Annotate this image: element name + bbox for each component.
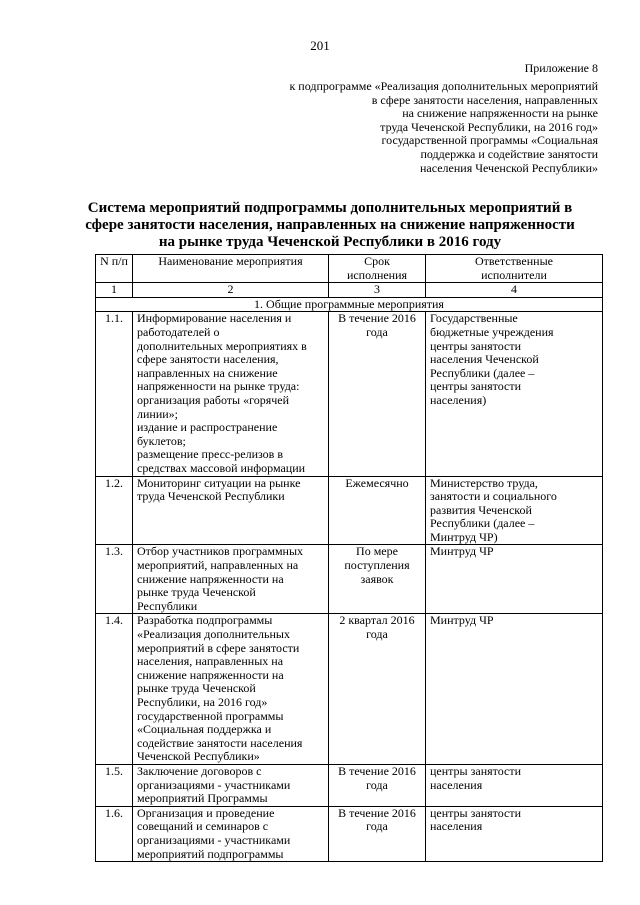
measure-responsible-line: населения [430, 777, 483, 792]
measure-name-line: Отбор участников программных [137, 544, 304, 559]
measure-responsible-line: центры занятости [430, 338, 522, 353]
measure-term-line: года [366, 627, 388, 642]
measure-responsible-line: Министерство труда, [430, 475, 538, 490]
measure-term-line: года [366, 324, 388, 339]
measure-term-line: года [366, 819, 388, 834]
measure-name-line: Разработка подпрограммы [137, 613, 273, 628]
measure-name-line: содействие занятости населения [137, 735, 303, 750]
column-number: 1 [96, 283, 133, 298]
measure-term-line: В течение 2016 [338, 763, 416, 778]
column-number: 4 [426, 283, 603, 298]
measure-term [329, 545, 426, 614]
title-line: Система мероприятий подпрограммы дополнительных мероприятий в [87, 200, 573, 216]
appendix-reference-line: к подпрограмме «Реализация дополнительных мероприятий [289, 79, 598, 93]
header-responsible-line: Ответственные [475, 254, 553, 268]
measure-name-line: мероприятий Программы [137, 791, 268, 806]
measure-responsible-line: бюджетные учреждения [430, 324, 554, 339]
appendix-reference-line: поддержка и содействие занятости [420, 146, 598, 161]
header-name: Наименование мероприятия [133, 255, 329, 283]
row-number: 1.3. [96, 545, 133, 614]
measure-name-line: Мониторинг ситуации на рынке [137, 475, 301, 490]
appendix-reference-line: в сфере занятости населения, направленных [371, 92, 598, 107]
measure-name-line: размещение пресс-релизов в [137, 447, 283, 462]
measure-name-line: Республики [137, 598, 198, 613]
table-row [96, 806, 603, 861]
measure-responsible-line: населения Чеченской [430, 352, 539, 367]
measure-name-line: рынке труда Чеченской [137, 585, 256, 600]
measure-name-line: напряженности на рынке труда: [137, 379, 300, 394]
measure-term-line: 2 квартал 2016 [339, 613, 415, 628]
measure-term [329, 764, 426, 806]
row-number: 1.2. [96, 476, 133, 545]
measure-responsible-line: Минтруд ЧР [430, 613, 494, 628]
column-numbers-row [96, 283, 603, 298]
measure-term [329, 806, 426, 861]
measure-name [133, 476, 329, 545]
measure-responsible-line: Республики (далее – [430, 516, 535, 531]
measure-name-line: средствах массовой информации [137, 460, 306, 475]
section-title: 1. Общие программные мероприятия [96, 297, 603, 312]
measure-name-line: организация работы «горячей [137, 392, 290, 407]
column-number: 3 [329, 283, 426, 298]
table-row [96, 476, 603, 545]
measure-name-line: мероприятий в сфере занятости [137, 640, 300, 655]
measure-name-line: населения, направленных на [137, 654, 284, 669]
header-responsible-line: исполнители [481, 267, 547, 282]
measure-name-line: снижение напряженности на [137, 667, 284, 682]
row-number: 1.1. [96, 312, 133, 476]
measure-name-line: работодателей о [137, 324, 220, 339]
row-number: 1.6. [96, 806, 133, 861]
measure-responsible-line: центры занятости [430, 379, 522, 394]
header-responsible [426, 255, 603, 283]
measure-term-line: года [366, 777, 388, 792]
measure-responsible-line: занятости и социального [430, 489, 557, 504]
page-number: 201 [310, 38, 330, 53]
table-body [96, 312, 603, 862]
measure-name [133, 614, 329, 765]
row-number: 1.5. [96, 764, 133, 806]
measure-name [133, 312, 329, 476]
measure-term [329, 312, 426, 476]
measure-responsible-line: центры занятости [430, 763, 522, 778]
measure-term-line: поступления [344, 558, 410, 573]
measure-name-line: государственной программы [137, 708, 284, 723]
table-row [96, 764, 603, 806]
measure-name-line: дополнительных мероприятиях в [137, 338, 307, 353]
measure-responsible [426, 806, 603, 861]
table-row [96, 614, 603, 765]
header-term-line: Срок [364, 254, 390, 268]
measure-term-line: В течение 2016 [338, 805, 416, 820]
section-row [96, 297, 603, 312]
measure-name-line: Организация и проведение [137, 805, 275, 820]
measure-name [133, 764, 329, 806]
measure-name-line: рынке труда Чеченской [137, 681, 256, 696]
title-line: на рынке труда Чеченской Республики в 2016 году [158, 234, 502, 250]
measures-table [95, 254, 603, 862]
measure-responsible-line: центры занятости [430, 805, 522, 820]
measure-responsible-line: Республики (далее – [430, 365, 535, 380]
measure-responsible [426, 312, 603, 476]
measure-name-line: «Реализация дополнительных [137, 627, 290, 642]
measure-responsible [426, 764, 603, 806]
measure-name-line: совещаний и семинаров с [137, 819, 269, 834]
document-title [60, 200, 600, 251]
measure-term-line: заявок [360, 571, 394, 586]
measure-responsible-line: населения [430, 819, 483, 834]
measure-name-line: Чеченской Республики» [137, 749, 260, 764]
measure-responsible [426, 545, 603, 614]
measure-name [133, 806, 329, 861]
measure-term-line: В течение 2016 [338, 311, 416, 326]
measure-name-line: буклетов; [137, 433, 186, 448]
measure-name-line: Информирование населения и [137, 311, 292, 326]
header-term [329, 255, 426, 283]
column-number: 2 [133, 283, 329, 298]
table-row [96, 545, 603, 614]
measure-name-line: «Социальная поддержка и [137, 722, 272, 737]
table-row [96, 312, 603, 476]
measure-name-line: Республики, на 2016 год» [137, 695, 268, 709]
header-term-line: исполнения [346, 267, 408, 282]
appendix-reference [238, 80, 598, 175]
measure-term-line: Ежемесячно [345, 475, 409, 490]
measure-responsible-line: развития Чеченской [430, 502, 532, 517]
measure-responsible-line: населения) [430, 392, 487, 407]
measure-name-line: направленных на снижение [137, 365, 278, 380]
measure-responsible [426, 614, 603, 765]
row-number: 1.4. [96, 614, 133, 765]
appendix-reference-line: населения Чеченской Республики» [419, 160, 598, 175]
header-num: N п/п [96, 255, 133, 283]
measure-responsible-line: Государственные [430, 311, 518, 326]
measure-term-line: По мере [356, 544, 398, 559]
measure-name-line: сфере занятости населения, [137, 352, 279, 367]
measure-name-line: мероприятий подпрограммы [137, 846, 284, 861]
title-line: сфере занятости населения, направленных на снижение напряженности [85, 217, 575, 233]
measure-name-line: снижение напряженности на [137, 571, 284, 586]
measure-name-line: организациями - участниками [137, 832, 291, 847]
measure-term [329, 614, 426, 765]
measure-name-line: труда Чеченской Республики [137, 489, 285, 504]
measure-responsible-line: Минтруд ЧР) [430, 529, 498, 544]
measure-name [133, 545, 329, 614]
measure-name-line: Заключение договоров с [137, 763, 262, 778]
measure-responsible [426, 476, 603, 545]
appendix-reference-line: труда Чеченской Республики, на 2016 год» [380, 119, 598, 134]
appendix-label: Приложение 8 [524, 61, 598, 75]
appendix-reference-line: на снижение напряженности на рынке [402, 106, 598, 121]
measure-term [329, 476, 426, 545]
measure-name-line: издание и распространение [137, 420, 278, 435]
table-header-row [96, 255, 603, 283]
measure-responsible-line: Минтруд ЧР [430, 544, 494, 559]
appendix-reference-line: государственной программы «Социальная [381, 133, 598, 148]
measure-name-line: организациями - участниками [137, 777, 291, 792]
measure-name-line: линии»; [137, 406, 179, 421]
measure-name-line: мероприятий, направленных на [137, 558, 299, 573]
